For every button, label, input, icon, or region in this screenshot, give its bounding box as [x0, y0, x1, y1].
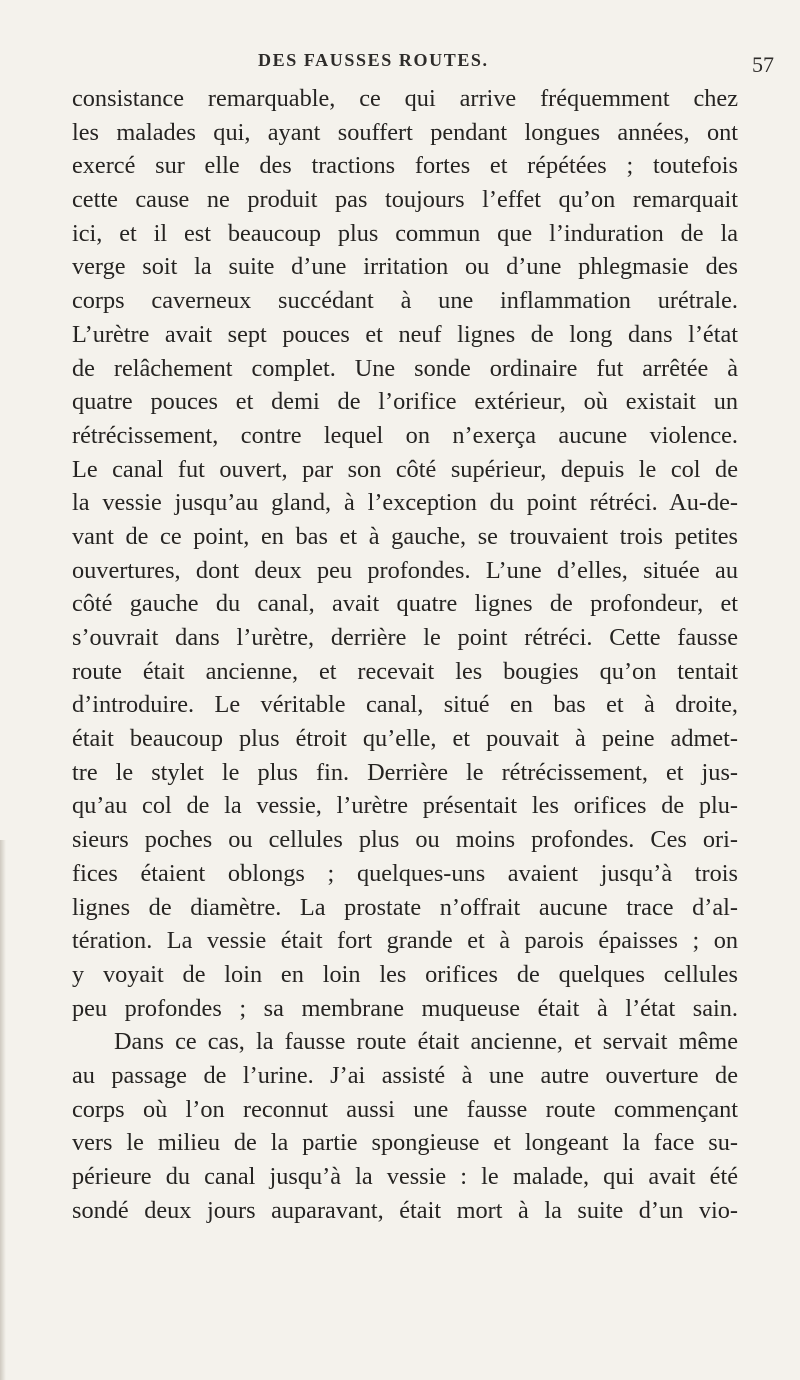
text-line: d’introduire. Le véritable canal, situé en bas et à droite, [72, 691, 738, 719]
text-line: quatre pouces et demi de l’orifice extérieur, où existait un [72, 388, 738, 416]
running-title: DES FAUSSES ROUTES. [258, 50, 489, 70]
text-line: s’ouvrait dans l’urètre, derrière le point rétréci. Cette fausse [72, 624, 738, 651]
text-line: sondé deux jours auparavant, était mort à la suite d’un vio- [72, 1196, 738, 1224]
text-line: consistance remarquable, ce qui arrive fréquemment chez [72, 85, 738, 112]
text-line: cette cause ne produit pas toujours l’effet qu’on remarquait [72, 186, 738, 214]
page-number: 57 [752, 52, 774, 77]
text-line: ici, et il est beaucoup plus commun que l’induration de la [72, 219, 738, 247]
text-line: corps où l’on reconnut aussi une fausse route commençant [72, 1095, 738, 1123]
paragraph-first-line: Dans ce cas, la fausse route était ancienne, et servait même [114, 1028, 738, 1056]
text-line: était beaucoup plus étroit qu’elle, et pouvait à peine admet- [72, 725, 738, 753]
text-line: ouvertures, dont deux peu profondes. L’une d’elles, située au [72, 556, 738, 584]
text-line: au passage de l’urine. J’ai assisté à une autre ouverture de [72, 1061, 738, 1089]
text-line: lignes de diamètre. La prostate n’offrait aucune trace d’al- [72, 893, 738, 921]
text-line: route était ancienne, et recevait les bougies qu’on tentait [72, 657, 738, 685]
text-line: sieurs poches ou cellules plus ou moins profondes. Ces ori- [72, 826, 738, 854]
text-line: périeure du canal jusqu’à la vessie : le malade, qui avait été [72, 1163, 738, 1190]
text-line: verge soit la suite d’une irritation ou d’une phlegmasie des [72, 253, 738, 281]
text-line: L’urètre avait sept pouces et neuf lignes de long dans l’état [72, 320, 738, 348]
running-header [0, 50, 800, 78]
text-line: Le canal fut ouvert, par son côté supérieur, depuis le col de [72, 455, 738, 483]
text-line: corps caverneux succédant à une inflammation urétrale. [72, 287, 738, 315]
text-line: vers le milieu de la partie spongieuse et longeant la face su- [72, 1129, 738, 1157]
text-line: de relâchement complet. Une sonde ordinaire fut arrêtée à [72, 354, 738, 382]
text-line: qu’au col de la vessie, l’urètre présentait les orifices de plu- [72, 792, 738, 820]
text-line: rétrécissement, contre lequel on n’exerça aucune violence. [72, 421, 738, 449]
text-line: peu profondes ; sa membrane muqueuse était à l’état sain. [72, 994, 738, 1022]
text-line: y voyait de loin en loin les orifices de quelques cellules [72, 960, 738, 988]
text-line: la vessie jusqu’au gland, à l’exception du point rétréci. Au-de- [72, 489, 738, 517]
gutter-shadow [0, 840, 6, 1380]
text-line: les malades qui, ayant souffert pendant longues années, ont [72, 118, 738, 146]
text-line: vant de ce point, en bas et à gauche, se trouvaient trois petites [72, 522, 738, 550]
text-line: tération. La vessie était fort grande et à parois épaisses ; on [72, 927, 738, 955]
body-text [72, 82, 738, 1227]
text-line: tre le stylet le plus fin. Derrière le rétrécissement, et jus- [72, 758, 738, 786]
text-line: fices étaient oblongs ; quelques-uns avaient jusqu’à trois [72, 859, 738, 887]
text-line: côté gauche du canal, avait quatre lignes de profondeur, et [72, 590, 738, 618]
text-line: exercé sur elle des tractions fortes et répétées ; toutefois [72, 152, 738, 180]
